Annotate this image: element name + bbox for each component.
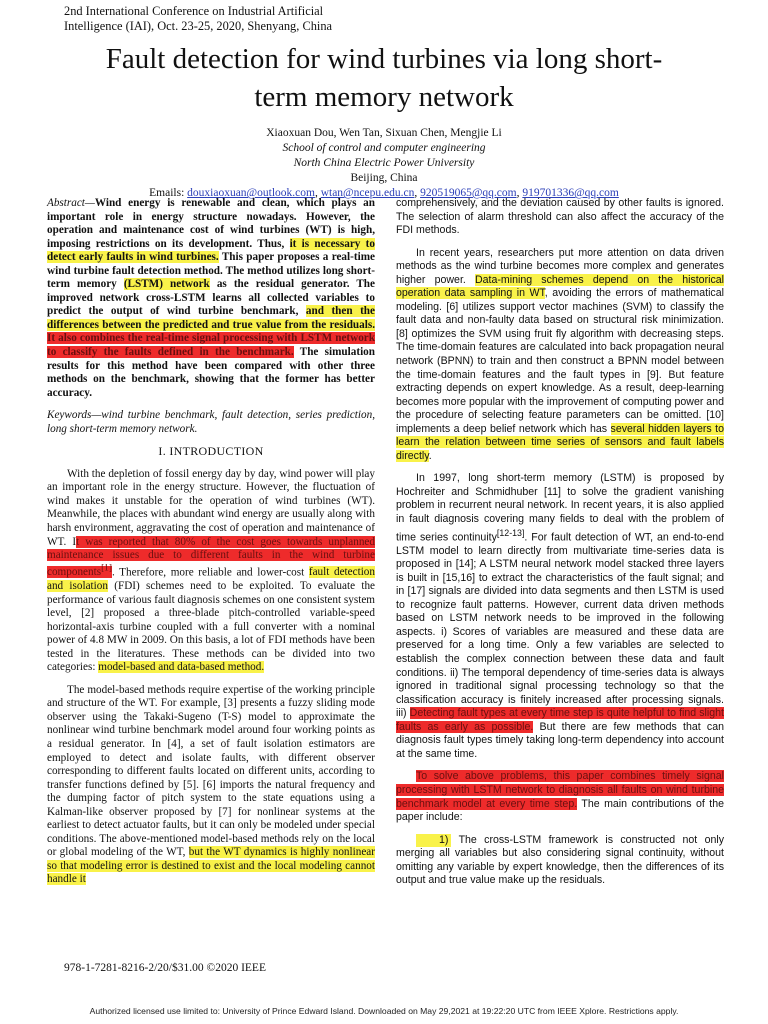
conference-line-1: 2nd International Conference on Industrial Artificial [64,4,324,18]
email-link-3[interactable]: 920519065@qq.com [420,187,517,199]
citation: [1] [101,563,112,574]
abstract [47,197,375,400]
email-link-4[interactable]: 919701336@qq.com [522,187,619,199]
abstract-label: Abstract— [47,197,95,209]
keywords: Keywords—wind turbine benchmark, fault detection, series prediction, long short-term memory network. [47,409,375,435]
paragraph-text: (FDI) schemes need to be exploited. To evaluate the performance of various fault diagnosis schemes on one consistent system level, [2] proposed a three-blade pitch-controlled variable-speed horizontal-axis turbine coupled with a full converter with a nominal power of 4.8 MW in 2009. On this basis, a lot of FDI methods have been tested in the literatures. These methods can be divided into two categories: [47,579,376,674]
right-column [396,197,724,897]
email-separator: , [414,187,421,199]
right-paragraph-3 [396,472,724,761]
paragraph-text: In 1997, long short-term memory (LSTM) is proposed by Hochreiter and Schmidhuber [11] to solve the gradient vanishing problem in recurrent neural network. In recent years, it is also applied in fault diagnosis covering many fields to deal with the problem of time series continuity [396,472,724,544]
title-line-1: Fault detection for wind turbines via long short- [105,43,663,75]
affiliation-university: North China Electric Power University [293,157,475,169]
paragraph-text: . Therefore, more reliable and lower-cost [111,566,309,579]
conference-header [64,4,424,34]
left-column [47,197,375,896]
intro-paragraph-1 [47,468,375,675]
license-notice: Authorized licensed use limited to: University of Prince Edward Island. Downloaded on May 29,2021 at 19:22:20 UTC from IEEE Xplore. Restrictions apply. [89,1006,679,1016]
citation: [12-13] [496,527,525,538]
highlight-yellow: it is necessary to detect early faults in wind turbines. [47,237,375,264]
paragraph-text: The model-based methods require expertise of the working principle and structure of the WT. For example, [3] presents a fuzzy sliding mode observer using the Takaki-Sugeno (T-S) model to approximate the nonlinear wind turbine benchmark model around four working points as a residual generator. In [4], a set of fault isolation estimators are employed to detect and isolate faults, with different observer corresponding to different faults located on different units, according to transfer functions defined by [5]. [6] imports the natural frequency and the dumping factor of pitch system to the state equations using a Kalman-like observer proposed by [7] for nonlinear systems at the earliest to detect actuator faults, but it can only be modeled under special conditions. The above-mentioned model-based methods rely on the local or global modeling of the WT, [47,683,375,859]
right-paragraph-4 [396,770,724,824]
title-line-2: term memory network [254,81,514,113]
email-separator: , [314,187,321,199]
paragraph-text: . [428,449,432,462]
author-location: Beijing, China [350,172,418,184]
section-heading-introduction: I. INTRODUCTION [158,444,264,459]
highlight-yellow: fault detection and isolation [47,566,375,592]
abstract-text: This paper proposes a real-time wind turbine fault detection method. The method utilizes long short-term memory [47,251,375,291]
paragraph-text: , avoiding the errors of mathematical modeling. [6] utilizes support vector machines (SVM) to classify the fault data and non-faulty data based on structural risk minimization. [8] optimizes the SVM using fruit fly algorithm with decreasing steps. The time-domain features are calculated into back propagation neural network (BPNN) to train and then construct a BPNN model between the time-domain features and the fault types in [9]. But feature extracting depends on expert knowledge. As a result, deep-learning becomes more popular with the improvement of computing power and the procedure of selecting feature parameters can be omitted. [10] implements a deep belief network which has [396,287,724,435]
list-number: 1) [416,834,451,848]
author-block [0,126,768,201]
highlight-yellow: (LSTM) network [123,278,210,291]
abstract-text: as the residual generator. The improved network cross-LSTM learns all collected variables to predict the output of wind turbine benchmark, [47,278,375,318]
highlight-yellow: model-based and data-based method. [98,661,265,674]
right-paragraph-2 [396,247,724,464]
paragraph-text: But there are few methods that can diagnosis fault types timely taking long-term dependency into account at the same time. [396,720,724,760]
paragraph-text: With the depletion of fossil energy day by day, wind power will play an important role in the energy structure. However, the fluctuation of wind makes it unstable for the operation of wind turbines (WT). Meanwhile, the places with abundant wind energy are usually along with harsh environment, aggravating the cost of operation and maintenance of WT. I [47,467,375,548]
abstract-text: Wind energy is renewable and clean, which plays an important role in energy structure nowadays. However, the operation and maintenance cost of wind turbines (WT) is high, imposing restrictions on its development. Thus, [47,197,375,250]
highlight-red: Detecting fault types at every time step is quite helpful to find slight faults as early as possible. [396,707,724,733]
highlight-yellow: and then the differences between the predicted and true value from the residuals. [47,305,375,331]
conference-line-2: Intelligence (IAI), Oct. 23-25, 2020, Shenyang, China [64,19,333,33]
list-text: The cross-LSTM framework is constructed not only merging all variables but also considering signal continuity, without omitting any variable by expert knowledge, then the differences of its output and true value make up the residuals. [396,833,724,887]
highlight-yellow: but the WT dynamics is highly nonlinear so that modeling error is destined to exist and the local modeling cannot handle it [47,846,375,886]
email-link-1[interactable]: douxiaoxuan@outlook.com [187,187,315,199]
email-link-2[interactable]: wtan@ncepu.edu.cn [320,187,415,199]
intro-paragraph-2 [47,684,375,887]
paragraph-text: In recent years, researchers put more attention on data driven methods as the wind turbine becomes more complex and generates higher power. [396,246,724,286]
emails-label: Emails: [149,187,185,199]
highlight-red: To solve above problems, this paper combines timely signal processing with LSTM network to diagnosis all faults on wind turbine benchmark model at every time step. [396,770,724,810]
highlight-yellow: several hidden layers to learn the relation between time series of sensors and fault labels directly [396,422,725,462]
author-names: Xiaoxuan Dou, Wen Tan, Sixuan Chen, Mengjie Li [266,127,502,139]
abstract-text: The simulation results for this method have been compared with other three methods on the benchmark, showing that the former has better accuracy. [47,346,375,399]
paragraph-text: The main contributions of the paper include: [396,797,724,824]
paragraph-text: . For fault detection of WT, an end-to-end LSTM model to learn directly from multivariate time-series data is proposed in [14]; A LSTM neural network model stacked three layers is built in [15,16] to extract the characteristics of the fault signal; and in [17] signals are divided into data segments and then LSTM is used to recognize fault patterns. However, current data driven methods based on LSTM network needs to be improved in the following aspects. i) Scores of variables are measured and these data are preserved for a long time. Only a few variables are selected to establish the complex connection between these data and fault conditions. ii) The temporal dependency of time-series data is always ignored in traditional signal processing technology so that the classification accuracy is finitely increased after processing signals. iii) [396,531,724,720]
highlight-text: t was reported that 80% of the cost goes towards unplanned maintenance issues due to different faults in the wind turbine components [47,535,375,579]
highlight-yellow: Data-mining schemes depend on the historical operation data sampling in WT [396,273,724,300]
footer-isbn: 978-1-7281-8216-2/20/$31.00 ©2020 IEEE [64,962,266,974]
right-paragraph-1: comprehensively, and the deviation caused by other faults is ignored. The selection of alarm threshold can also affect the accuracy of the FDI methods. [396,197,724,237]
email-separator: , [516,187,523,199]
highlight-red: It also combines the real-time signal processing with LSTM network to classify the faults defined in the benchmark. [47,332,375,359]
paper-title [40,40,728,116]
contribution-list-item-1 [396,834,724,888]
affiliation-school: School of control and computer engineering [282,142,486,154]
